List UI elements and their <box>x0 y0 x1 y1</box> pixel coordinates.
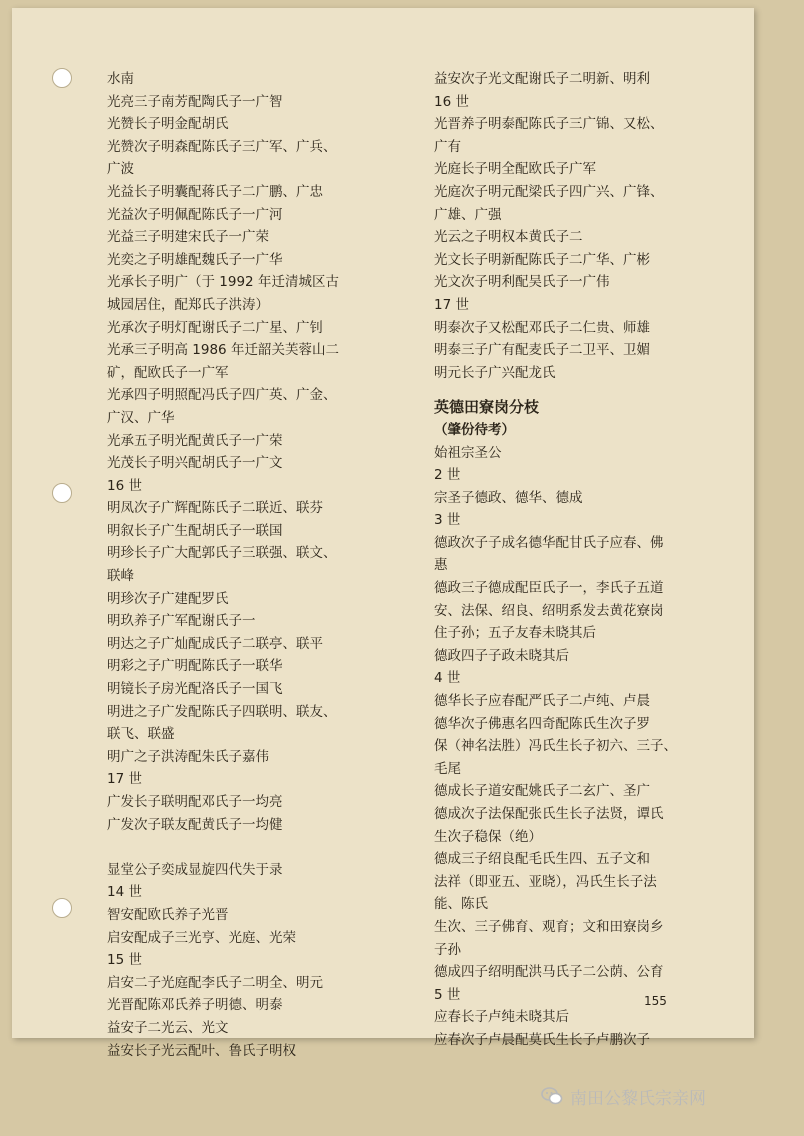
text-line: 明泰三子广有配麦氏子二卫平、卫媚 <box>434 342 650 359</box>
text-line: 德政四子子政未晓其后 <box>434 647 569 664</box>
text-line: 明叙长子广生配胡氏子一联国 <box>107 522 283 539</box>
text-line: 5 世 <box>434 986 461 1003</box>
text-line <box>107 836 437 859</box>
document-page <box>12 8 754 1059</box>
text-line: 明珍次子广建配罗氏 <box>107 590 229 607</box>
text-line: 德华次子佛惠名四奇配陈氏生次子罗 <box>434 715 650 732</box>
text-line: 宗圣子德政、德华、德成 <box>434 489 583 506</box>
text-line: 城园居住，配郑氏子洪涛） <box>107 296 269 313</box>
text-line: 益安长子光云配叶、鲁氏子明权 <box>107 1042 296 1059</box>
text-line: 光庭次子明元配梁氏子四广兴、广锋、 <box>434 183 664 200</box>
text-line: 明玖养子广军配谢氏子一 <box>107 613 256 630</box>
text-line: 14 世 <box>107 884 142 901</box>
text-line: 光赞长子明金配胡氏 <box>107 116 229 133</box>
text-line: 应春长子卢纯未晓其后 <box>434 1009 569 1026</box>
text-line: 广波 <box>107 161 134 178</box>
text-line: 德成次子法保配张氏生长子法贤，谭氏 <box>434 806 664 822</box>
text-line: 智安配欧氏养子光晋 <box>107 906 229 923</box>
text-line: 光文长子明新配陈氏子二广华、广彬 <box>434 251 650 268</box>
text-line: 光承长子明广（于 1992 年迁清城区古 <box>107 274 339 291</box>
page-number: 155 <box>644 994 667 1008</box>
text-line: 联峰 <box>107 568 134 585</box>
text-line: 明镜长子房光配洛氏子一国飞 <box>107 681 283 698</box>
binder-hole <box>52 68 72 88</box>
text-line: 启安配成子三光亨、光庭、光荣 <box>107 929 296 946</box>
text-line: 明元长子广兴配龙氏 <box>434 364 556 381</box>
text-line: 广雄、广强 <box>434 206 502 223</box>
text-line: 明珍长子广大配郭氏子三联强、联文、 <box>107 545 337 562</box>
text-line: 光承四子明照配冯氏子四广英、广金、 <box>107 387 337 404</box>
text-line: 联飞、联盛 <box>107 726 175 743</box>
wechat-icon <box>540 1084 564 1108</box>
text-line: 光文次子明利配吴氏子一广伟 <box>434 274 610 291</box>
text-line: 生次子稳保（绝） <box>434 828 542 845</box>
text-line: 17 世 <box>434 296 469 313</box>
text-line: 应春次子卢晨配莫氏生长子卢鹏次子 <box>434 1031 650 1048</box>
text-line: 光奕之子明雄配魏氏子一广华 <box>107 251 283 268</box>
section-subtitle: （肇份待考） <box>434 421 515 438</box>
text-line: 光晋养子明泰配陈氏子三广锦、又松、 <box>434 116 664 133</box>
text-line: 3 世 <box>434 512 461 529</box>
text-line: 启安二子光庭配李氏子二明全、明元 <box>107 974 323 991</box>
text-line: 能、陈氏 <box>434 896 488 913</box>
text-line: 生次、三子佛育、观育；文和田寮岗乡 <box>434 918 664 935</box>
binder-hole <box>52 483 72 503</box>
text-line: 15 世 <box>107 952 142 969</box>
left-column <box>107 68 437 1062</box>
section-title: 英德田寮岗分枝 <box>434 398 540 417</box>
text-line: 明泰次子又松配邓氏子二仁贵、师雄 <box>434 319 650 336</box>
right-column <box>434 68 764 1052</box>
text-line: 明达之子广灿配成氏子二联亭、联平 <box>107 635 323 652</box>
text-line: 光亮三子南芳配陶氏子一广智 <box>107 93 283 110</box>
text-line: 17 世 <box>107 771 142 788</box>
text-line: 广发次子联友配黄氏子一均健 <box>107 816 283 833</box>
text-line: 保（神名法胜）冯氏生长子初六、三子、 <box>434 738 677 755</box>
text-line: 法祥（即亚五、亚晓），冯氏生长子法 <box>434 873 657 890</box>
text-line: 广汉、广华 <box>107 409 175 426</box>
binder-hole <box>52 898 72 918</box>
text-line: 光云之子明权本黄氏子二 <box>434 229 583 246</box>
text-line: 光庭长子明全配欧氏子广军 <box>434 161 596 178</box>
right-column-part-2 <box>434 442 764 1052</box>
text-line: 益安子二光云、光文 <box>107 1019 229 1036</box>
text-line: 光益长子明囊配蒋氏子二广鹏、广忠 <box>107 183 323 200</box>
text-line: 明广之子洪涛配朱氏子嘉伟 <box>107 748 269 765</box>
text-line: 安、法保、绍良、绍明系发去黄花寮岗 <box>434 602 664 619</box>
watermark <box>540 1082 706 1110</box>
text-line: 子孙 <box>434 941 461 958</box>
text-line: 惠 <box>434 557 448 574</box>
text-line: 益安次子光文配谢氏子二明新、明利 <box>434 71 650 87</box>
text-line: 明彩之子广明配陈氏子一联华 <box>107 658 283 675</box>
text-line: 始祖宗圣公 <box>434 444 502 461</box>
text-line: 光茂长子明兴配胡氏子一广文 <box>107 455 283 472</box>
text-line: 德成三子绍良配毛氏生四、五子文和 <box>434 851 650 868</box>
text-line: 广有 <box>434 138 461 155</box>
text-line: 住子孙；五子友春未晓其后 <box>434 625 596 642</box>
text-line: 德成长子道安配姚氏子二玄广、圣广 <box>434 783 650 800</box>
text-line: 德政次子子成名德华配甘氏子应春、佛 <box>434 534 664 551</box>
text-line: 光赞次子明森配陈氏子三广军、广兵、 <box>107 138 337 155</box>
text-line: 矿，配欧氏子一广军 <box>107 364 229 381</box>
text-line: 光承次子明灯配谢氏子二广星、广钊 <box>107 319 323 336</box>
text-line: 4 世 <box>434 670 461 687</box>
text-line: 光益次子明佩配陈氏子一广河 <box>107 206 283 223</box>
text-line: 明进之子广发配陈氏子四联明、联友、 <box>107 703 337 720</box>
text-line: 16 世 <box>107 477 142 494</box>
text-line: 2 世 <box>434 467 461 484</box>
watermark-text: 南田公黎氏宗亲网 <box>570 1088 706 1109</box>
right-column-part-1 <box>434 68 764 384</box>
text-line: 毛尾 <box>434 760 461 777</box>
text-line: 广发长子联明配邓氏子一均亮 <box>107 794 283 810</box>
text-line: 光益三子明建宋氏子一广荣 <box>107 229 269 246</box>
text-line: 光承三子明高 1986 年迁韶关芙蓉山二 <box>107 342 339 359</box>
text-line: 16 世 <box>434 93 469 110</box>
text-line: 德华长子应春配严氏子二卢纯、卢晨 <box>434 693 650 710</box>
text-line: 水南 <box>107 71 134 87</box>
text-line: 德政三子德成配臣氏子一，李氏子五道 <box>434 580 664 597</box>
text-line: 明凤次子广辉配陈氏子二联近、联芬 <box>107 500 323 517</box>
text-line: 显堂公子奕成显旋四代失于录 <box>107 861 283 878</box>
text-line: 光承五子明光配黄氏子一广荣 <box>107 432 283 449</box>
text-line: 光晋配陈邓氏养子明德、明泰 <box>107 997 283 1014</box>
text-line: 德成四子绍明配洪马氏子二公荫、公育 <box>434 964 664 981</box>
